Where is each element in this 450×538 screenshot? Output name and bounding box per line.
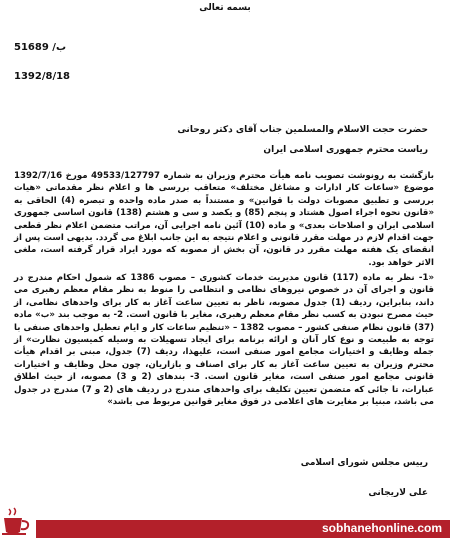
- signer-name: علی لاریجانی: [368, 488, 428, 498]
- body-paragraph-2: «1- نظر به ماده (117) قانون مدیریت خدمات کشوری – مصوب 1386 که شمول احکام مندرج در قانون و اجرای آن در خصوص نیروهای نظامی و انتظامی را منوط به نظر مقام معظم رهبری می داند، بنابراین، ردیف (1) جدول مصوبه، ناظر به تعیین ساعت آغاز به کار برای واحدهای نظامی، از حیث مصرح نبودن به کسب نظر مقام معظم رهبری، مغایر با قانون است. 2- به موجب بند «ب» ماده (37) قانون نظام صنفی کشور – مصوب 1382 – «تنظیم ساعات کار و ایام تعطیل واحدهای صنفی با توجه به طبیعت و نوع کار آنان و ارائه برنامه برای ایجاد تسهیلات به وسیله کمیسیون نظارت» از جمله وظایف و اختیارات مجامع امور صنفی است، علیهذا، ردیف (7) جدول، مبنی بر اقدام هیأت محترم وزیران به تعیین ساعت آغاز به کار برای اصناف و بازاریان، چون محل وظایف و اختیارات قانونی مجامع امور صنفی است، مغایر قانون است. 3- بندهای (2 و 3) مصوبه، از حیث اطلاق عبارات، تا جائی که متضمن تعیین تکلیف برای واحدهای مندرج در ردیف های (2 و 7) مندرج در جدول می باشد، مبنیا بر مغایرت های اعلامی در فوق مغایر قوانین مربوط می باشد»: [14, 273, 435, 408]
- body-paragraph-1: بازگشت به رونوشت تصویب نامه هیأت محترم وزیران به شماره 49533/127797 مورخ 1392/7/16 موضوع «ساعات کار ادارات و مشاغل مختلف» متعاقب بررسی ها و اعلام نظر مقدماتی «هیات بررسی و تطبیق مصوبات دولت با قوانین» و مستنداً به صدر ماده واحده و تبصره (4) الحاقی به «قانون نحوه اجراء اصول هشتاد و پنجم (85) و یکصد و سی و هشتم (138) قانون اساسی جمهوری اسلامی ایران و اصلاحات بعدی» و ماده (10) آئین نامه اجرایی آن، مراتب متضمن اعلام نظر قطعی جهت اقدام لازم در مهلت مقرر قانونی و اعلام نتیجه به این جانب ابلاغ می گردد. بدیهی است پس از انقضای یک هفته مهلت مقرر در قانون، آن بخش از مصوبه که مورد ایراد قرار گرفته است، ملغی الاثر خواهد بود.: [14, 171, 435, 268]
- letter-heading: بسمه تعالی: [199, 3, 251, 13]
- coffee-cup-logo-icon: [0, 506, 34, 538]
- recipient-title: ریاست محترم جمهوری اسلامی ایران: [263, 145, 428, 155]
- address-line: حضرت حجت الاسلام والمسلمین جناب آقای دکتر روحانی: [177, 125, 428, 135]
- signer-title: رییس مجلس شورای اسلامی: [300, 458, 428, 468]
- footer-site-link[interactable]: sobhanehonline.com: [321, 521, 442, 535]
- letter-date: 1392/8/18: [14, 71, 71, 82]
- reference-number: 51689 /ب: [14, 42, 66, 53]
- footer-bar: [36, 520, 450, 538]
